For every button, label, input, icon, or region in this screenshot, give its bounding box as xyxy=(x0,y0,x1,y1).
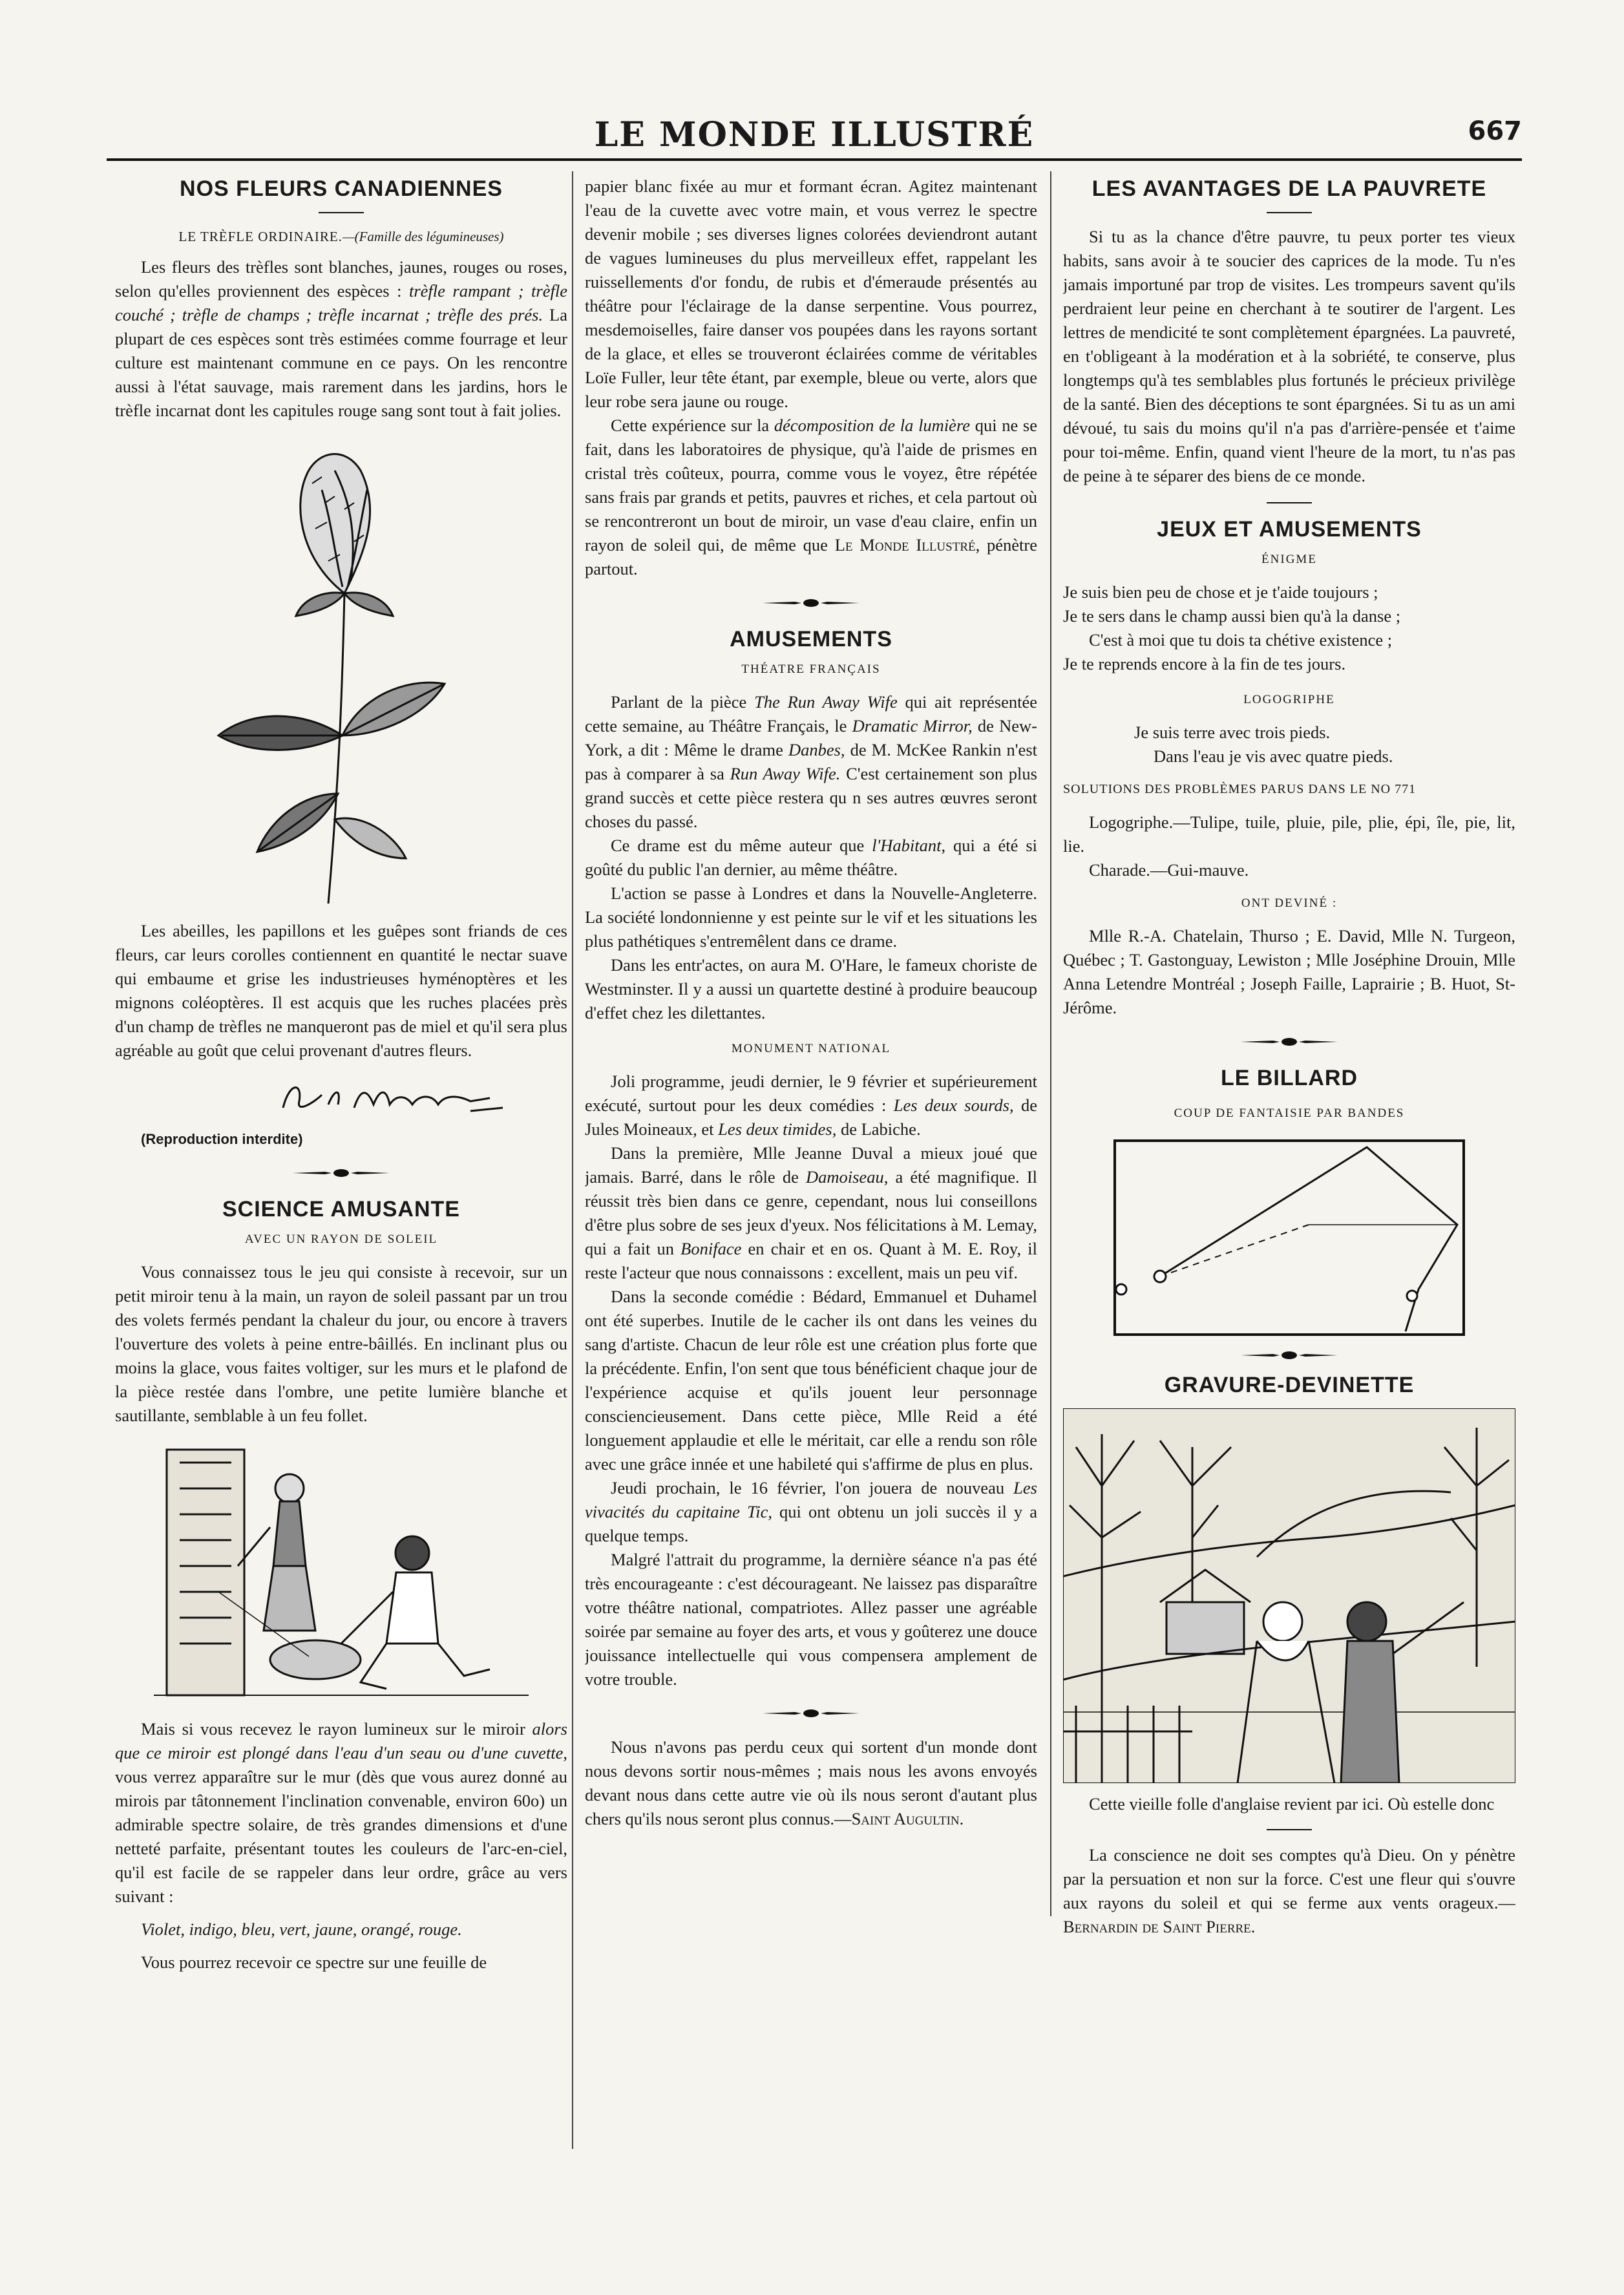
enigme-verse: Je suis bien peu de chose et je t'aide toujours ; Je te sers dans le champ aussi bien qu'à la danse ; C'est à moi que tu dois ta chétive existence ; Je te reprends encore à la fin de tes jours. xyxy=(1063,582,1401,673)
subheading-coup-fantaisie: COUP DE FANTAISIE PAR BANDES xyxy=(1174,1106,1405,1120)
subheading-logogriphe: LOGOGRIPHE xyxy=(1243,693,1335,706)
subheading-theatre-francais: THÉATRE FRANÇAIS xyxy=(741,662,881,676)
ornament-separator xyxy=(1241,1350,1338,1360)
subheading-monument-national: MONUMENT NATIONAL xyxy=(731,1042,891,1055)
quote-bernardin: La conscience ne doit ses comptes qu'à Dieu. On y pénètre par la persuation et non sur la force. C'est une fleur qui s'ouvre aux rayons du soleil et qui se ferme aux vents orageux.—Bernardin de Saint Pierre. xyxy=(1063,1845,1515,1936)
column-3 xyxy=(1063,175,1515,2152)
paragraph-science-cont-1: papier blanc fixée au mur et formant écran. Agitez maintenant l'eau de la cuvette avec votre main, et vous verrez le spectre devenir mobile ; ses diverses lignes colorées deviendront autant de vagues lumineuses du plus merveilleux effet, rappelant les ruissellements d'or fondu, de rubis et d'émeraude présentés au théâtre pour l'éclairage de la danse serpentine. Vous pourrez, mesdemoiselles, faire danser vos poupées dans les rayons sortant de la glace, et elles se trouveront éclairées comme de véritables Loïe Fuller, leur tête étant, par exemple, bleue ou verte, alors que leur robe sera jaune ou rouge. xyxy=(585,176,1037,411)
reproduction-interdite: (Reproduction interdite) xyxy=(141,1131,303,1147)
mirror-experiment-illustration xyxy=(141,1437,542,1708)
heading-gravure-devinette: GRAVURE-DEVINETTE xyxy=(1164,1373,1415,1397)
paragraph-theatre-2: Ce drame est du même auteur que l'Habitant, qui a été si goûté du public l'an dernier, au même théâtre. xyxy=(585,836,1037,879)
paragraph-theatre-3: L'action se passe à Londres et dans la Nouvelle-Angleterre. La société londonnienne y est peinte sur le vif et les situations les plus pathétiques s'entremêlent dans ce drame. xyxy=(585,883,1037,951)
short-rule xyxy=(1267,212,1312,213)
ornament-separator xyxy=(1241,1037,1338,1047)
ornament-separator xyxy=(293,1168,390,1178)
billiard-diagram xyxy=(1095,1134,1483,1341)
ornament-separator xyxy=(763,598,859,608)
newspaper-title: LE MONDE ILLUSTRÉ xyxy=(594,115,1035,154)
heading-jeux-amusements: JEUX ET AMUSEMENTS xyxy=(1157,517,1422,542)
heading-amusements: AMUSEMENTS xyxy=(730,627,892,651)
short-rule xyxy=(319,212,364,213)
subheading-ont-devine: ONT DEVINÉ : xyxy=(1241,896,1338,910)
logogriphe-verse: Je suis terre avec trois pieds. Dans l'eau je vis avec quatre pieds. xyxy=(1134,723,1393,766)
heading-avantages-pauvrete: LES AVANTAGES DE LA PAUVRETE xyxy=(1091,176,1487,201)
subheading-rayon-soleil: AVEC UN RAYON DE SOLEIL xyxy=(244,1232,438,1246)
column-1 xyxy=(115,175,567,2152)
paragraph-theatre-1: Parlant de la pièce The Run Away Wife qui ait représentée cette semaine, au Théâtre Français, le Dramatic Mirror, de New-York, a dit : Même le drame Danbes, de M. McKee Rankin n'est pas à comparer à sa Run Away Wife. C'est certainement son plus grand succès et cette pièce restera qu n ses autres œuvres seront choses du passé. xyxy=(585,692,1037,831)
masthead-rule xyxy=(107,158,1522,161)
paragraph-monument-3: Dans la seconde comédie : Bédard, Emmanuel et Duhamel ont été superbes. Inutile de le cacher ils ont dans les veines du sang d'artiste. Chacun de leur rôle est une création plus forte que la précédente. Enfin, l'on sent que tous bénéficient chaque jour de l'expérience acquise et qu'ils jouent leur personnage consciencieusement. Dans cette pièce, Mlle Reid a été longuement applaudie et elle le méritait, car elle a rendu son rôle avec une grâce innée et une habileté qui s'affirme de plus en plus. xyxy=(585,1287,1037,1474)
column-2 xyxy=(585,175,1037,2152)
paragraph-theatre-4: Dans les entr'actes, on aura M. O'Hare, le fameux choriste de Westminster. Il y a aussi un quartette destiné à produire beaucoup d'effet chez les dilettantes. xyxy=(585,955,1037,1022)
puzzle-engraving-illustration xyxy=(1063,1408,1515,1783)
heading-fleurs-canadiennes: NOS FLEURS CANADIENNES xyxy=(180,176,503,201)
paragraph-monument-1: Joli programme, jeudi dernier, le 9 février et supérieurement exécuté, surtout pour les deux comédies : Les deux sourds, de Jules Moineaux, et Les deux timides, de Labiche. xyxy=(585,1072,1037,1139)
column-rule-1 xyxy=(572,171,573,2149)
clover-flower-illustration xyxy=(173,432,509,910)
heading-le-billard: LE BILLARD xyxy=(1220,1066,1358,1090)
paragraph-science-1: Vous connaissez tous le jeu qui consiste à recevoir, sur un petit miroir tenu à la main, un rayon de soleil passant par un trou des volets fermés pendant la chaleur du jour, ou encore à travers l'ouverture des volets à peine entre-bâillés. En inclinant plus ou moins la glace, vous faites voltiger, sur les murs et le plafond de la pièce restée dans l'ombre, une petite lumière blanche et sautillante, semblable à un feu follet. xyxy=(115,1262,567,1425)
subheading-solutions: SOLUTIONS DES PROBLÈMES PARUS DANS LE NO 771 xyxy=(1063,782,1417,796)
short-rule xyxy=(1267,502,1312,503)
paragraph-monument-5: Malgré l'attrait du programme, la dernière séance n'a pas été très encourageante : c'est décourageant. Ne laissez pas disparaître votre théâtre national, compatriotes. Allez passer une agréable soirée par semaine au foyer des arts, et vous y goûterez une douce jouissance intellectuelle qui vous compensera amplement de votre trouble. xyxy=(585,1550,1037,1689)
masthead xyxy=(107,110,1522,158)
quote-saint-augustin: Nous n'avons pas perdu ceux qui sortent d'un monde dont nous devons sortir nous-mêmes ; mais nous les avons envoyés devant nous dans cette autre vie où ils nous seront d'autant plus chers qu'ils nous seront plus connus.—Saint Augultin. xyxy=(585,1737,1037,1828)
signature-massicotte xyxy=(277,1075,509,1121)
subheading-enigme: ÉNIGME xyxy=(1261,553,1317,566)
solution-charade: Charade.—Gui-mauve. xyxy=(1089,860,1249,880)
paragraph-science-3: Vous pourrez recevoir ce spectre sur une feuille de xyxy=(141,1952,487,1972)
gravure-caption: Cette vieille folle d'anglaise revient par ici. Où estelle donc xyxy=(1089,1794,1495,1814)
paragraph-monument-4: Jeudi prochain, le 16 février, l'on jouera de nouveau Les vivacités du capitaine Tic, qui ont obtenu un joli succès il y a quelque temps. xyxy=(585,1478,1037,1545)
paragraph-science-2: Mais si vous recevez le rayon lumineux sur le miroir alors que ce miroir est plongé dans l'eau d'un seau ou d'une cuvette, vous verrez apparaître sur le mur (dès que vous aurez donné au mirois par tâtonnement l'inclination convenable, environ 60o) un admirable spectre solaire, de très grandes dimensions et d'une netteté parfaite, présentant toutes les couleurs de l'arc-en-ciel, qu'il est facile de se rappeler dans leur ordre, grâce au vers suivant : xyxy=(115,1719,567,1906)
paragraph-science-cont-2: Cette expérience sur la décomposition de la lumière qui ne se fait, dans les laboratoires de physique, qu'à l'aide de prismes en cristal très coûteux, pourra, comme vous le voyez, être répétée sans frais par grands et petits, pauvres et riches, et cela partout où se rencontreront un bout de miroir, un vase d'eau claire, enfin un rayon de soleil qui, de même que Le Monde Illustré, pénètre partout. xyxy=(585,416,1037,578)
heading-science-amusante: SCIENCE AMUSANTE xyxy=(222,1197,460,1222)
solution-logogriphe: Logogriphe.—Tulipe, tuile, pluie, pile, plie, épi, île, pie, lit, lie. xyxy=(1063,812,1515,856)
paragraph-ont-devine: Mlle R.-A. Chatelain, Thurso ; E. David, Mlle N. Turgeon, Québec ; T. Gastonguay, Lewiston ; Mlle Joséphine Drouin, Mlle Anna Letendre Montréal ; Joseph Faille, Laprairie ; B. Huot, St-Jérôme. xyxy=(1063,926,1515,1017)
paragraph-pauvrete: Si tu as la chance d'être pauvre, tu peux porter tes vieux habits, sans avoir à te soucier des caprices de la mode. Tu n'es jamais importuné par trop de visites. Les trompeurs savent qu'ils perdraient leur peine en cherchant à te soutirer de l'argent. Les lettres de mendicité te sont complètement épargnées. La pauvreté, en t'obligeant à la modération et à la sobriété, te conserve, plus longtemps qu'à tes semblables plus fortunés le précieux privilège de la santé. Bien des déceptions te sont épargnées. Si tu as un ami dévoué, tu sais du moins qu'il n'a pas d'arrière-pensée et t'aime pour toi-même. Enfin, quand vient l'heure de la mort, tu n'as pas de peine à te séparer des biens de ce monde. xyxy=(1063,227,1515,485)
subheading-trefle: LE TRÈFLE ORDINAIRE.—(Famille des légumineuses) xyxy=(178,229,504,244)
paragraph-monument-2: Dans la première, Mlle Jeanne Duval a mieux joué que jamais. Barré, dans le rôle de Damoiseau, a été magnifique. Il réussit très bien dans ce genre, cependant, nous lui conseillons d'être plus sobre de ses jeux d'yeux. Nos félicitations à M. Lemay, qui a fait un Boniface en chair et en os. Quant à M. E. Roy, il reste l'acteur que nous connaissons : excellent, mais un peu vif. xyxy=(585,1143,1037,1282)
verse-couleurs: Violet, indigo, bleu, vert, jaune, orangé, rouge. xyxy=(141,1920,462,1939)
paragraph-fleurs-1: Les fleurs des trèfles sont blanches, jaunes, rouges ou roses, selon qu'elles proviennent des espèces : trèfle rampant ; trèfle couché ; trèfle de champs ; trèfle incarnat ; trèfle des prés. La plupart de ces espèces sont très estimées comme fourrage et leur culture est maintenant commune en ce pays. On les rencontre aussi à l'état sauvage, mais rarement dans les jardins, hors le trèfle incarnat dont les capitules rouge sang sont tout à fait jolies. xyxy=(115,257,567,420)
page-number: 667 xyxy=(1468,116,1522,146)
short-rule xyxy=(1267,1829,1312,1830)
column-rule-2 xyxy=(1050,171,1051,1916)
ornament-separator xyxy=(763,1708,859,1719)
paragraph-fleurs-2: Les abeilles, les papillons et les guêpes sont friands de ces fleurs, car leurs corolles contiennent en quantité le nectar suave qui embaume et grise les industrieuses hyménoptères et les mignons coléoptères. Il est acquis que les ruches placées près d'un champ de trèfles ne manqueront pas de miel et qu'il sera plus agréable au goût que celui provenant d'autres fleurs. xyxy=(115,921,567,1060)
